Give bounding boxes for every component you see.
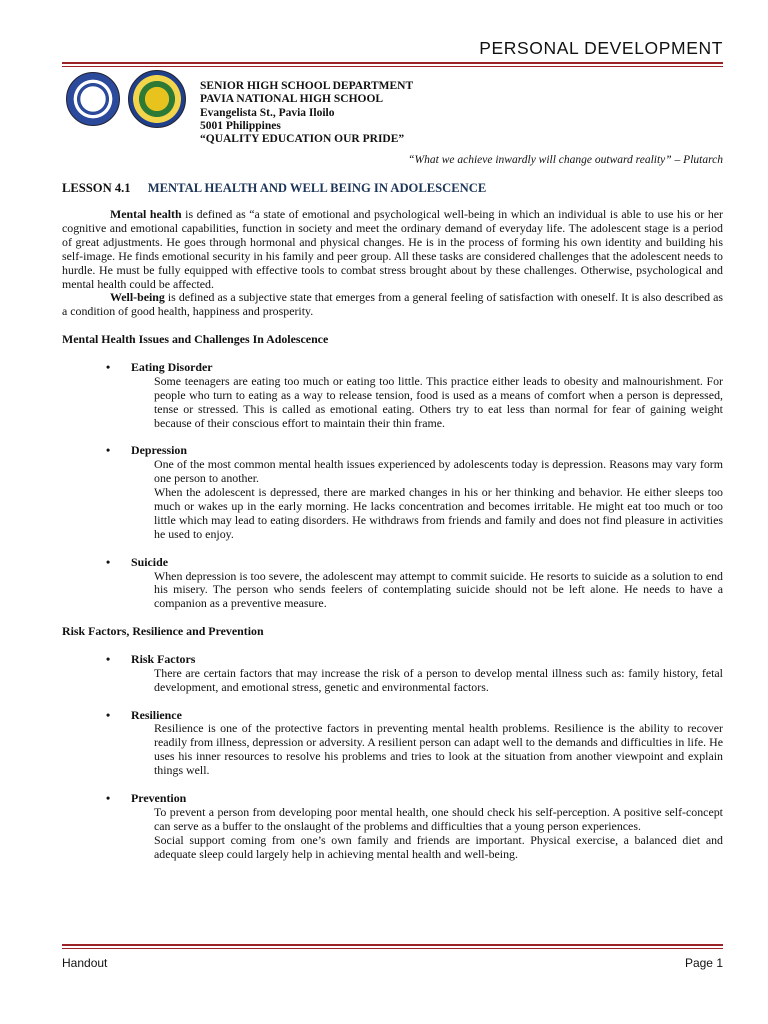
deped-seal-logo <box>66 72 120 126</box>
lesson-number: LESSON 4.1 <box>62 181 131 195</box>
lesson-title: MENTAL HEALTH AND WELL BEING IN ADOLESCENCE <box>147 181 487 195</box>
term-well-being: Well-being <box>110 290 165 305</box>
lesson-heading <box>62 181 486 196</box>
page-number: Page 1 <box>684 956 723 970</box>
header-rule-thin <box>62 66 723 67</box>
paragraph-text: is defined as a subjective state that emerges from a general feeling of satisfaction with oneself. It is also described as a condition of good health, happiness and prosperity. <box>62 290 723 319</box>
document-header-title: PERSONAL DEVELOPMENT <box>479 38 723 58</box>
bullet-icon: • <box>106 443 111 458</box>
school-street: Evangelista St., Pavia Iloilo <box>200 106 335 119</box>
item-title: Eating Disorder <box>131 359 213 374</box>
list-item <box>62 792 723 806</box>
header-rule <box>62 62 723 64</box>
list-item <box>62 653 723 667</box>
bullet-icon: • <box>106 554 111 569</box>
school-name: PAVIA NATIONAL HIGH SCHOOL <box>200 93 384 106</box>
item-text: When depression is too severe, the adolescent may attempt to commit suicide. He resorts to suicide as a solution to end his misery. The person who sends feelers of contemplating suicide should not be left alone. He needs to have a companion as a preventive measure. <box>154 568 723 611</box>
item-text: When the adolescent is depressed, there are marked changes in his or her thinking and behavior. He either sleeps too much or wakes up in the early morning. He lacks concentration and becomes irritable. He might eat too much or too little which may lead to eating disorders. He withdraws from friends and family and does not find pleasure in activities he used to enjoy. <box>154 485 723 541</box>
section-heading: Mental Health Issues and Challenges In Adolescence <box>62 332 329 347</box>
footer-rule-thin <box>62 948 723 949</box>
item-title: Depression <box>131 443 187 458</box>
bullet-icon: • <box>106 359 111 374</box>
item-text: Some teenagers are eating too much or eating too little. This practice either leads to obesity and malnourishment. For people who turn to eating as a way to release tension, food is used as a means of comfort when a person is depressed, tense or stressed. This is called as emotional eating. Others try to eat less than normal for fear of gaining weight because of their conscious effort to maintain their thin frame. <box>154 373 723 430</box>
school-postal: 5001 Philippines <box>200 119 281 132</box>
item-title: Prevention <box>131 790 187 805</box>
item-title: Suicide <box>131 554 169 569</box>
list-item <box>62 361 723 375</box>
paragraph-mental-health <box>62 208 723 291</box>
item-text: To prevent a person from developing poor mental health, one should check his self-perception. A positive self-concept can serve as a buffer to the onslaught of the problems and difficulties that a young person experiences. <box>154 804 723 833</box>
item-text: There are certain factors that may increase the risk of a person to develop mental illness such as: family history, fetal development, and emotional stress, genetic and environmental factors. <box>154 665 723 694</box>
term-mental-health: Mental health <box>110 207 182 221</box>
school-seal-logo <box>128 70 186 128</box>
bullet-icon: • <box>106 790 111 805</box>
list-item <box>62 444 723 458</box>
list-item <box>62 709 723 723</box>
item-text: One of the most common mental health issues experienced by adolescents today is depression. Reasons may vary form one person to another. <box>154 457 723 486</box>
school-department: SENIOR HIGH SCHOOL DEPARTMENT <box>200 80 414 92</box>
item-title: Resilience <box>131 707 182 722</box>
epigraph-quote: “What we achieve inwardly will change outward reality” – Plutarch <box>408 154 723 166</box>
paragraph-well-being <box>62 291 723 319</box>
document-body <box>62 208 723 861</box>
paragraph-text: is defined as “a state of emotional and psychological well-being in which an individual is able to use his or her cognitive and emotional capabilities, function in society and meet the ordinary demand of everyday life. The adolescent stage is a period of great adjustments. He goes through hormonal and physical changes. He is in the process of forming his own identity and building his self-image. He finds emotional security in his family and peer group. All these tasks are considered challenges that the adolescent needs to hurdle. He must be fully equipped with effective tools to combat stress brought about by these challenges. Otherwise, psychological and mental health could be affected. <box>62 207 723 291</box>
item-text: Social support coming from one’s own family and friends are important. Physical exercise, a balanced diet and adequate sleep could largely help in achieving mental health and well-being. <box>154 832 723 861</box>
footer-rule <box>62 944 723 946</box>
bullet-icon: • <box>106 707 111 722</box>
footer-label: Handout <box>62 956 108 970</box>
item-text: Resilience is one of the protective factors in preventing mental health problems. Resilience is the ability to recover readily from illness, depression or adversity. A resilient person can adapt well to the demands and difficulties in life. He uses his inner resources to resolve his problems and tries to look at the situation from another viewpoint and explain things well. <box>154 721 723 778</box>
section-heading: Risk Factors, Resilience and Prevention <box>62 624 264 639</box>
school-info <box>200 80 413 146</box>
item-title: Risk Factors <box>131 651 196 666</box>
bullet-icon: • <box>106 651 111 666</box>
list-item <box>62 556 723 570</box>
school-motto: “QUALITY EDUCATION OUR PRIDE” <box>200 133 405 146</box>
